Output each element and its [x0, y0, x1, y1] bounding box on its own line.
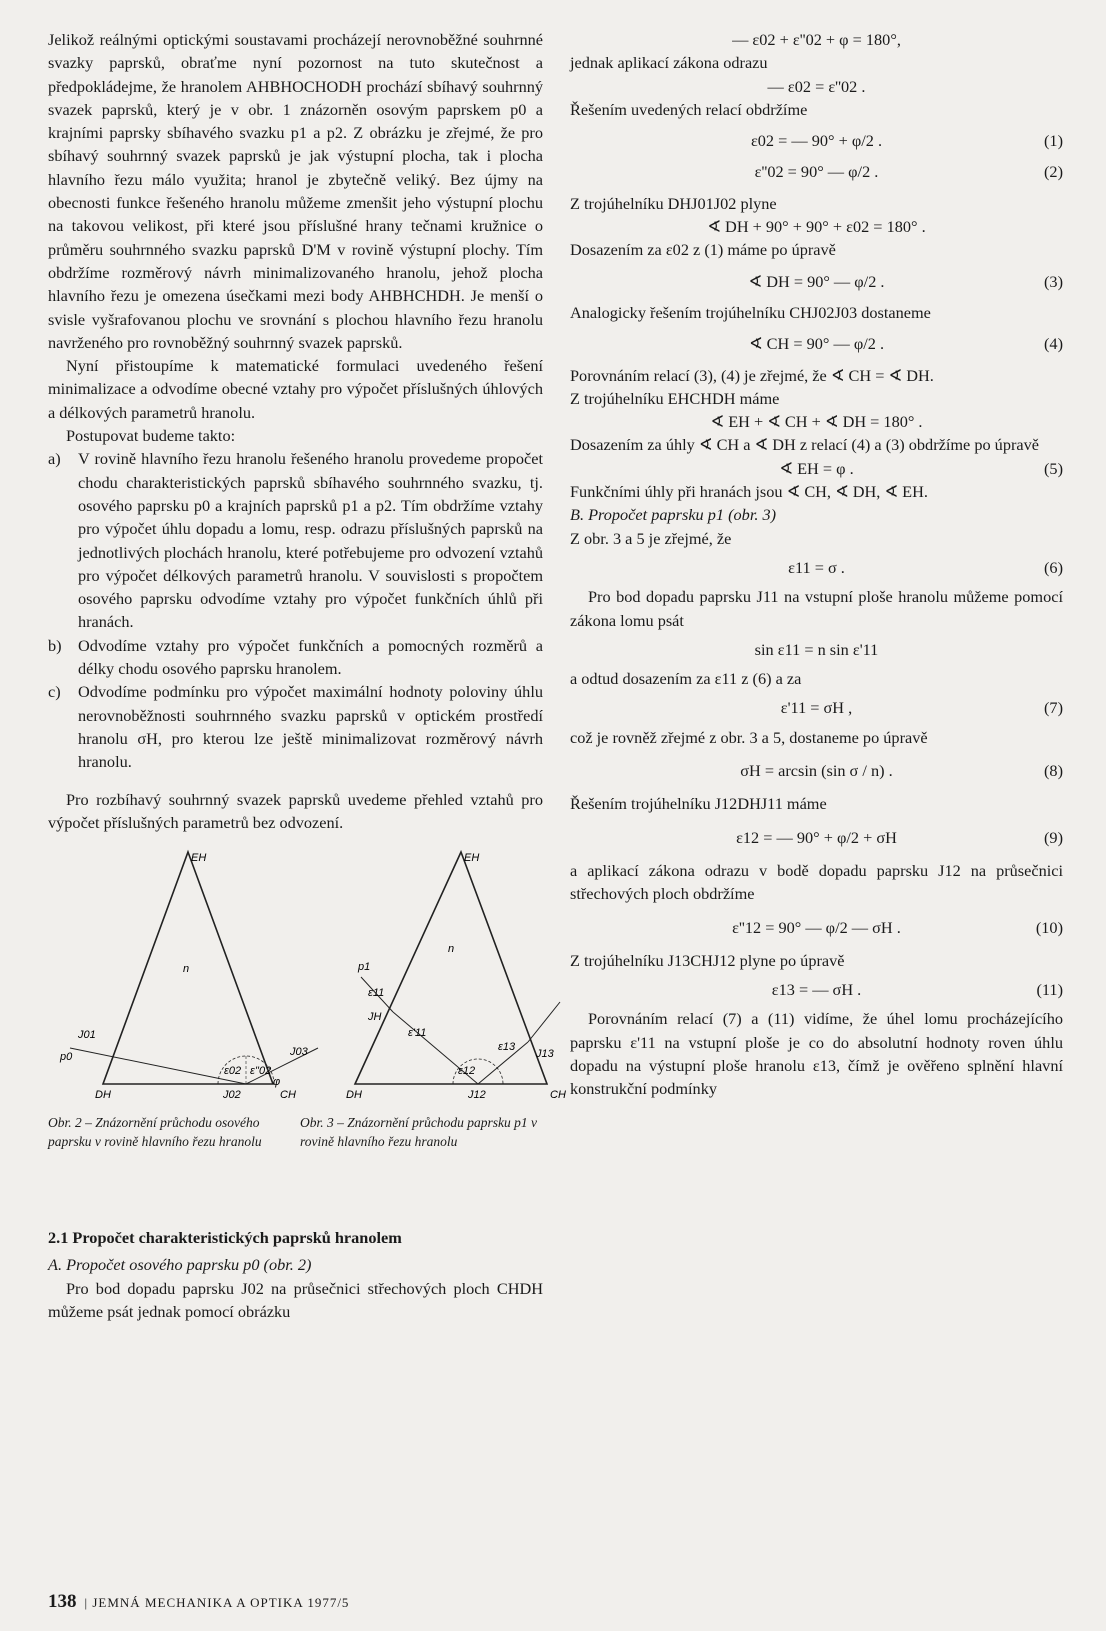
- subsection-b-title: B. Propočet paprsku p1 (obr. 3): [570, 505, 777, 525]
- list-item-text: Odvodíme vztahy pro výpočet funkčních a pomocných rozměrů a délky chodu osového paprsku hranolem.: [78, 635, 543, 679]
- equation-1: ε02 = — 90° + φ/2 . (1): [750, 131, 1063, 151]
- figures: [48, 852, 566, 1212]
- label-j03: J03: [290, 1046, 308, 1059]
- label-ch: CH: [550, 1089, 566, 1102]
- prism-figures: [28, 852, 566, 1152]
- label-phi: φ: [273, 1076, 281, 1089]
- label-n: n: [183, 963, 190, 976]
- paragraph-j02: Pro bod dopadu paprsku J02 na průsečnici střechových ploch CHDH můžeme psát jednak pomocí obrázku: [48, 1278, 543, 1321]
- text-triangle-eh: Z trojúhelníku EHCHDH máme: [570, 388, 780, 408]
- figure-3-caption: Obr. 3 – Znázornění průchodu paprsku p1 v rovině hlavního řezu hranolu: [300, 1115, 538, 1149]
- list-item-label: a): [48, 449, 61, 469]
- figure-2-diagram: [59, 852, 318, 1101]
- equation-2: ε''02 = 90° — φ/2 . (2): [754, 162, 1063, 182]
- label-j02: J02: [223, 1089, 241, 1102]
- label-j01: J01: [78, 1029, 96, 1042]
- paragraph-conclusion: Porovnáním relací (7) a (11) vidíme, že úhel lomu procházejícího paprsku ε'11 na vstupní ploše je co do absolutní hodnoty roven úhlu dopadu na výstupní ploše hranolu ε13, čímž je ověřeno splnění hlavní konstrukční podmínky: [570, 1009, 1063, 1099]
- label-apex: EH: [464, 852, 480, 865]
- figure-3-diagram: [346, 852, 566, 1101]
- prism-outline: [355, 852, 547, 1084]
- paragraph-divergent: Pro rozbíhavý souhrnný svazek paprsků uvedeme přehled vztahů pro výpočet příslušných parametrů bez odvození.: [48, 789, 543, 832]
- list-item-c: [48, 680, 543, 773]
- text-reflection-law: jednak aplikací zákona odrazu: [570, 53, 768, 73]
- equation-7: ε'11 = σH , (7): [780, 698, 1063, 718]
- list-item-text: V rovině hlavního řezu hranolu řešeného hranolu provedeme propočet chodu charakteristických paprsků sbíhavého souhrnného svazku, tj. osového paprsku p0 a krajních paprsků p1 a p2. Tím obdržíme vztahy pro výpočet úhlu dopadu a lomu, resp. odrazu příslušných paprsků na jednotlivých plochách hranolu, které potřebujeme pro odvození vztahů pro výpočet délkových parametrů hranolu. V souvislosti s propočtem osového paprsku odvodíme vztahy pro výpočet funkčních úhlů při hranách.: [78, 449, 543, 632]
- equation-4: ∢ CH = 90° — φ/2 . (4): [748, 334, 1063, 354]
- label-dh: DH: [95, 1089, 111, 1102]
- label-j12: J12: [468, 1089, 486, 1102]
- equation-snell: sin ε11 = n sin ε'11: [754, 639, 879, 659]
- list-item-a: [48, 447, 543, 633]
- label-apex: EH: [191, 852, 207, 865]
- figure-2-caption: Obr. 2 – Znázornění průchodu osového paprsku v rovině hlavního řezu hranolu: [48, 1115, 262, 1149]
- list-item-text: Odvodíme podmínku pro výpočet maximální hodnoty poloviny úhlu nerovnoběžnosti souhrnného svazku paprsků v optickém prostředí hranolu σH, pro kterou lze ještě minimalizovat rozměrový návrh hranolu.: [78, 682, 543, 772]
- axial-ray: [70, 1048, 246, 1084]
- label-e13: ε13: [498, 1041, 516, 1054]
- equation-11: ε13 = — σH . (11): [771, 980, 1063, 1000]
- label-n: n: [448, 943, 455, 956]
- label-p0: p0: [60, 1051, 73, 1064]
- equation-10: ε''12 = 90° — φ/2 — σH . (10): [732, 917, 1063, 937]
- text-substitution-angles: Dosazením za úhly ∢ CH a ∢ DH z relací (4) a (3) obdržíme po úpravě: [570, 435, 1039, 455]
- text-solution: Řešením uvedených relací obdržíme: [570, 99, 808, 119]
- text-triangle-dh: Z trojúhelníku DHJ01J02 plyne: [570, 193, 777, 213]
- text-triangle-j12: Řešením trojúhelníku J12DHJ11 máme: [570, 794, 827, 814]
- label-ch: CH: [280, 1089, 296, 1102]
- equation-reflection-geom: — ε02 + ε''02 + φ = 180°,: [732, 30, 901, 49]
- label-p1: p1: [358, 961, 371, 974]
- equation-reflection-law: — ε02 = ε''02 .: [767, 76, 866, 96]
- equation-angle-sum: ∢ EH + ∢ CH + ∢ DH = 180° .: [710, 412, 923, 432]
- label-j13: J13: [536, 1048, 554, 1061]
- left-column: [48, 28, 566, 1323]
- section-title: 2.1 Propočet charakteristických paprsků hranolem: [48, 1228, 402, 1248]
- paragraph-formulation: Nyní přistoupíme k matematické formulaci uvedeného řešení minimalizace a odvodíme obecné vztahy pro výpočet příslušných úhlových a délkových parametrů hranolu.: [48, 356, 543, 422]
- equation-5: ∢ EH = φ . (5): [779, 458, 1063, 478]
- text-substitution-e11: a odtud dosazením za ε11 z (6) a za: [570, 669, 802, 689]
- paragraph-procedure: Postupovat budeme takto:: [66, 426, 236, 446]
- text-substitution: Dosazením za ε02 z (1) máme po úpravě: [570, 240, 836, 260]
- label-e02pp: ε''02: [250, 1065, 272, 1078]
- label-jh: JH: [368, 1011, 382, 1024]
- label-dh: DH: [346, 1089, 362, 1102]
- equation-triangle-sum: ∢ DH + 90° + 90° + ε02 = 180° .: [707, 217, 926, 237]
- text-triangle-j13: Z trojúhelníku J13CHJ12 plyne po úpravě: [570, 950, 845, 970]
- text-functional-angles: Funkčními úhly při hranách jsou ∢ CH, ∢ DH, ∢ EH.: [570, 482, 928, 502]
- text-analogy: Analogicky řešením trojúhelníku CHJ02J03 dostaneme: [570, 302, 931, 322]
- text-reflection-j12: a aplikací zákona odrazu v bodě dopadu paprsku J12 na průsečnici střechových ploch obdržíme: [570, 860, 1063, 904]
- label-e11: ε11: [368, 987, 385, 1000]
- equation-3: ∢ DH = 90° — φ/2 . (3): [748, 271, 1063, 291]
- equation-9: ε12 = — 90° + φ/2 + σH (9): [736, 827, 1063, 847]
- journal-name: JEMNÁ MECHANIKA A OPTIKA 1977/5: [92, 1595, 350, 1610]
- text-obr3: Z obr. 3 a 5 je zřejmé, že: [570, 528, 732, 548]
- exit-ray: [528, 1002, 560, 1042]
- label-e11p: ε'11: [408, 1027, 427, 1040]
- paragraph-intro: Jelikož reálnými optickými soustavami procházejí nerovnoběžné souhrnné svazky paprsků, obraťme nyní pozornost na tuto skutečnost a předpokládejme, že hranolem AHBHOCHODH prochází sbíhavý souhrnný svazek paprsků, který je v obr. 1 znázorněn osovým paprskem p0 a krajními paprsky sbíhavého svazku p1 a p2. Z obrázku je zřejmé, že pro sbíhavý souhrnný svazek paprsků je jak výstupní plocha, tak i plocha hlavního řezu málo využita; hranol je zbytečně veliký. Bez újmy na obecnosti funkce řešeného hranolu můžeme zmenšit jeho výstupní plochu na takovou velikost, při které jsou příslušné hrany tečnami kružnice o průměru souhrnného svazku paprsků D'M v rovině výstupní plochy. Tím obdržíme rozměrový návrh minimalizovaného hranolu, jehož plocha hlavního řezu je omezena úsečkami mezi body AHBHCHDH. Je menší o svisle vyšrafovanou plochu ve srovnání s plochou hlavního řezu hranolu navrženého pro rovnoběžný souhrnný svazek paprsků.: [48, 30, 543, 352]
- right-column: [570, 28, 1063, 1101]
- equation-8: σH = arcsin (sin σ / n) . (8): [740, 761, 1063, 781]
- list-item-label: c): [48, 682, 61, 702]
- list-item-b: [48, 634, 543, 681]
- label-e12: ε12: [458, 1065, 476, 1078]
- subsection-a-title: A. Propočet osového paprsku p0 (obr. 2): [48, 1255, 312, 1275]
- equation-6: ε11 = σ . (6): [788, 557, 1063, 577]
- text-obr3-5: což je rovněž zřejmé z obr. 3 a 5, dostaneme po úpravě: [570, 727, 928, 747]
- list-item-label: b): [48, 635, 62, 655]
- text-comparison: Porovnáním relací (3), (4) je zřejmé, že ∢ CH = ∢ DH.: [570, 365, 934, 385]
- text-j11: Pro bod dopadu paprsku J11 na vstupní ploše hranolu můžeme pomocí zákona lomu psát: [570, 587, 1063, 630]
- label-e02: ε02: [224, 1065, 242, 1078]
- page-number: 138: [48, 1591, 77, 1612]
- page-footer: 138 | JEMNÁ MECHANIKA A OPTIKA 1977/5: [48, 1591, 350, 1612]
